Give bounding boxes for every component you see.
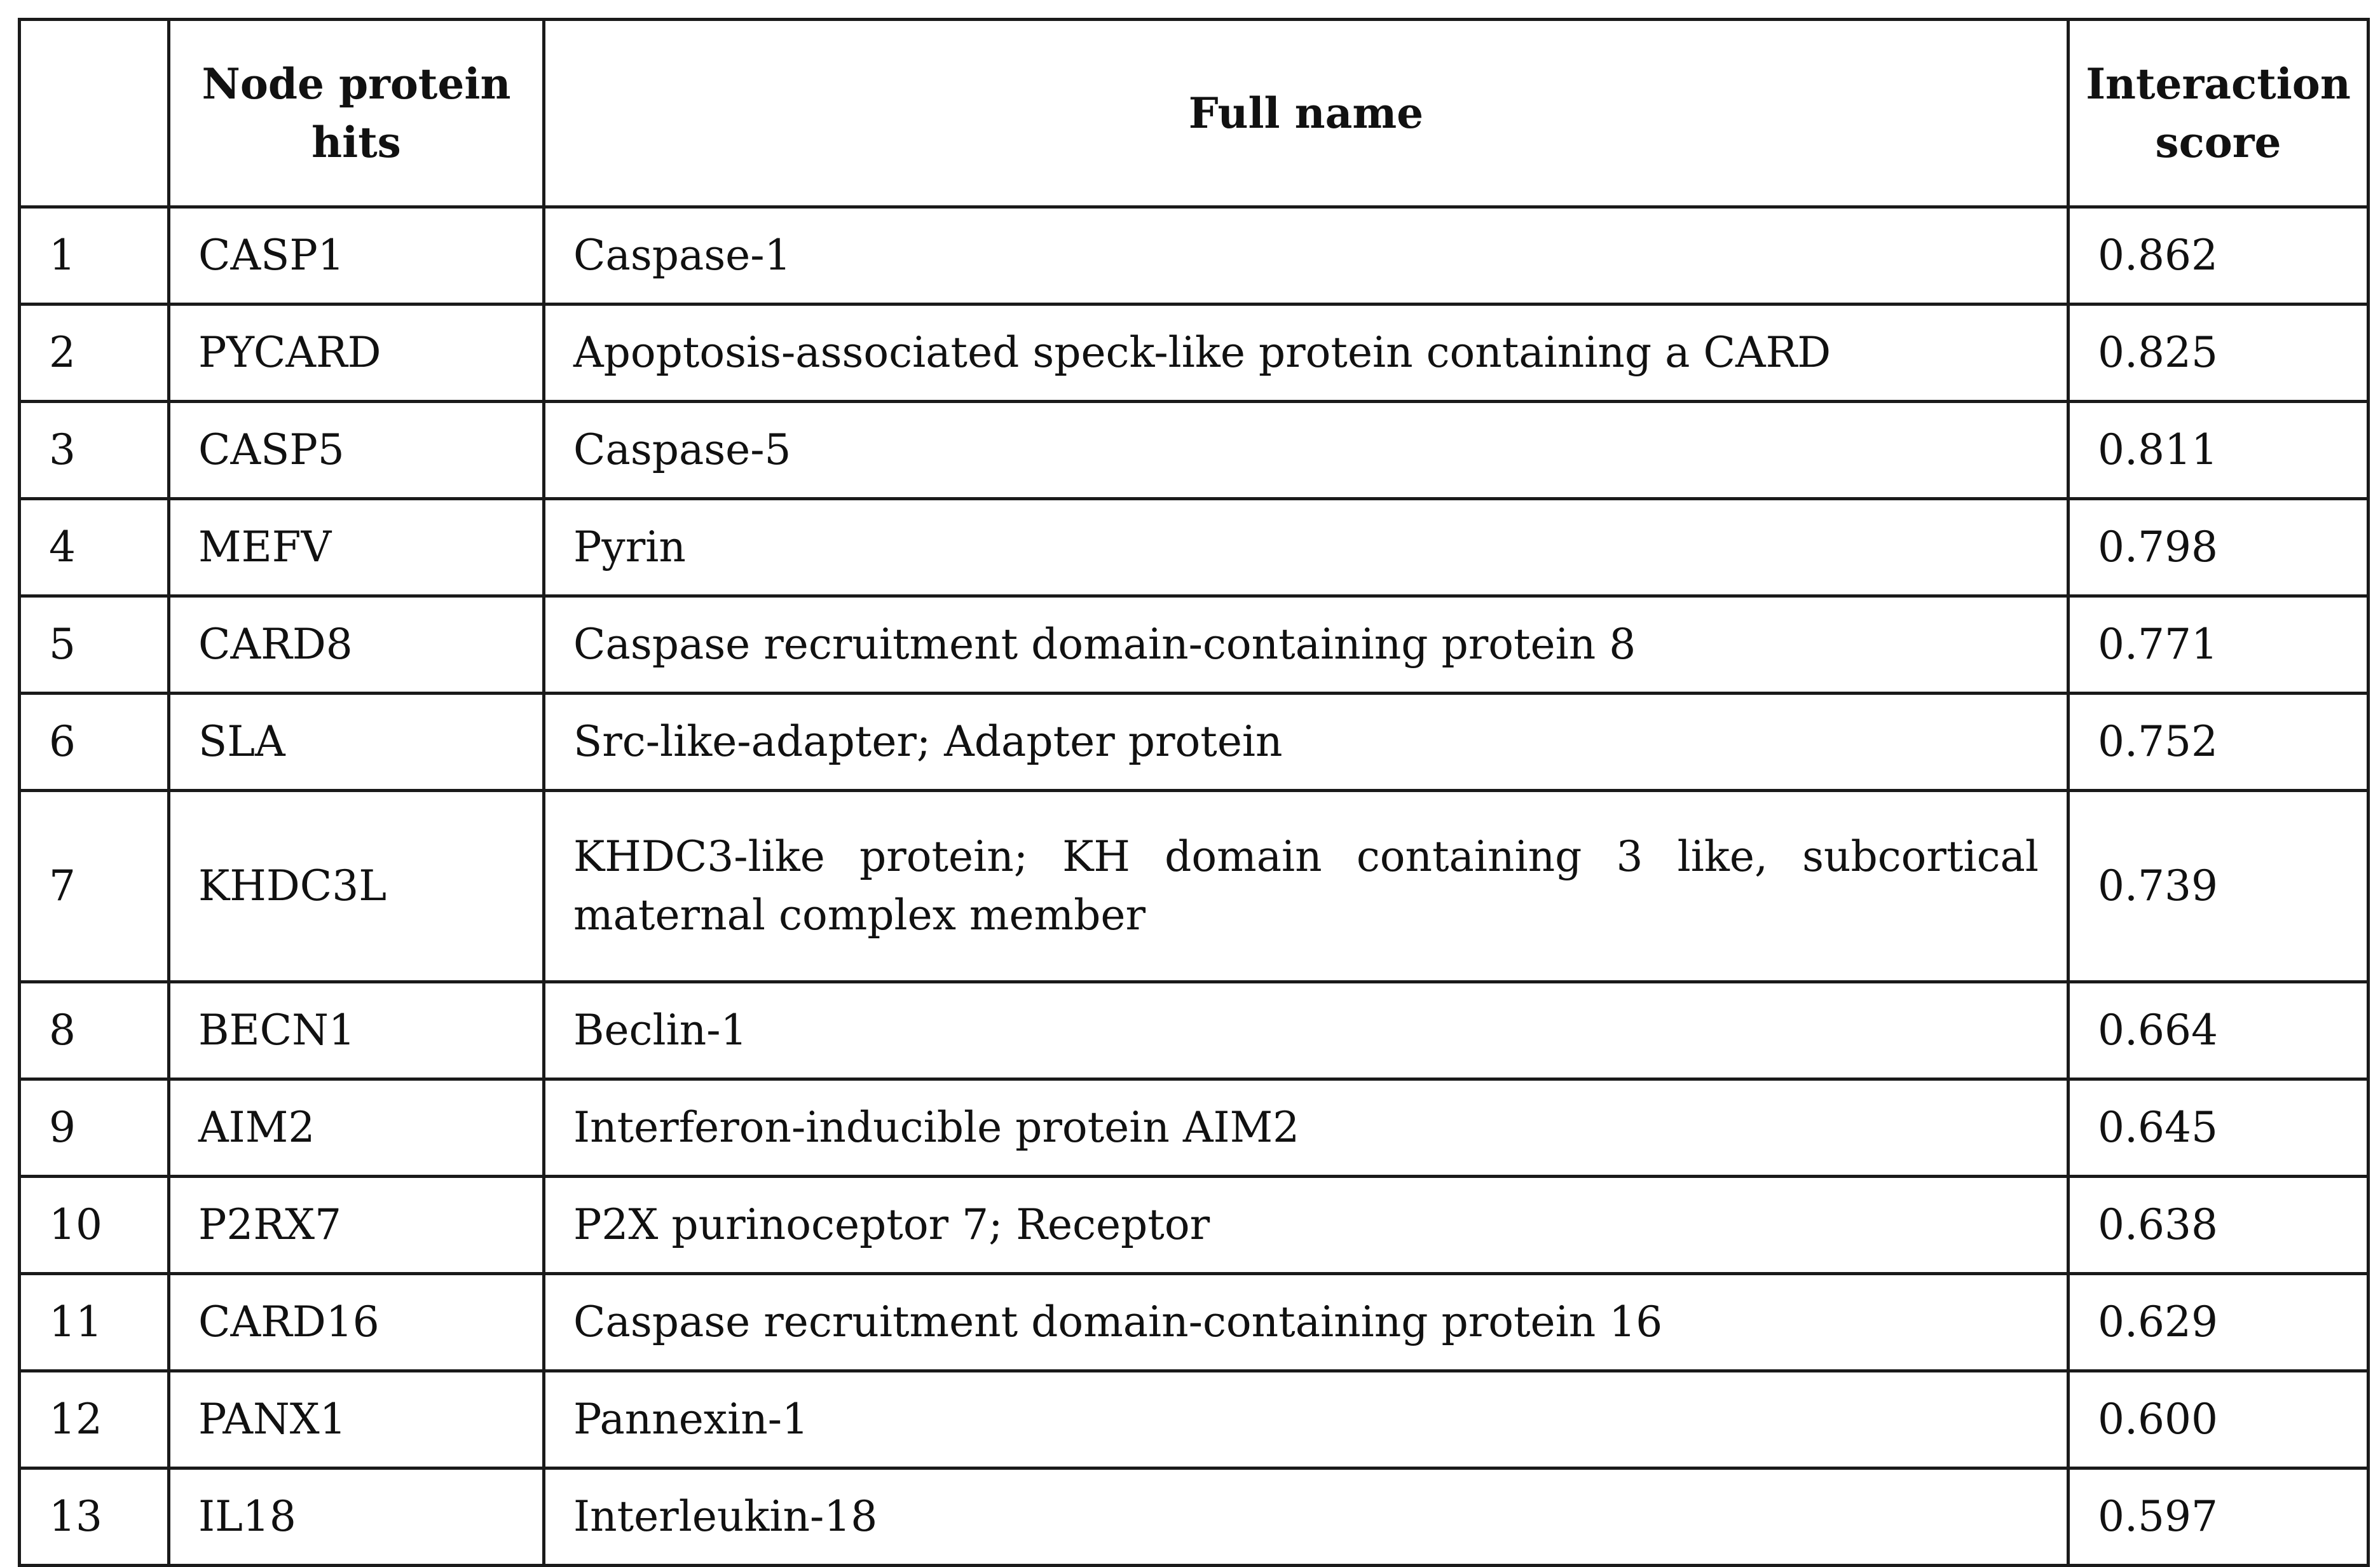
node-protein-hit: CARD8 [169,596,544,694]
table-row [20,499,2369,596]
interaction-score: 0.600 [2069,1371,2369,1468]
table-row [20,982,2369,1079]
full-name: Pyrin [544,499,2069,596]
table-body [20,207,2369,1566]
table-row [20,1177,2369,1274]
table-header [20,20,2369,207]
row-index: 6 [20,694,169,791]
row-index: 5 [20,596,169,694]
table-row [20,694,2369,791]
table-row [20,305,2369,402]
node-protein-hit: CARD16 [169,1274,544,1371]
row-index: 12 [20,1371,169,1468]
header-full-name: Full name [544,20,2069,207]
header-interaction-score: Interaction score [2069,20,2369,207]
interaction-score: 0.645 [2069,1079,2369,1177]
full-name: Caspase recruitment domain-containing protein 16 [544,1274,2069,1371]
node-protein-hit: IL18 [169,1468,544,1566]
interaction-score: 0.862 [2069,207,2369,305]
full-name: Beclin-1 [544,982,2069,1079]
full-name: KHDC3-like protein; KH domain containing 3 like, subcortical maternal complex member [544,791,2069,982]
table-row [20,596,2369,694]
full-name: Pannexin-1 [544,1371,2069,1468]
row-index: 4 [20,499,169,596]
table-row [20,402,2369,499]
node-protein-hit: SLA [169,694,544,791]
node-protein-hit: PYCARD [169,305,544,402]
table-row [20,791,2369,982]
header-row [20,20,2369,207]
node-protein-hit: CASP1 [169,207,544,305]
table-row [20,1371,2369,1468]
interaction-score: 0.752 [2069,694,2369,791]
full-name: Caspase-1 [544,207,2069,305]
full-name: Interferon-inducible protein AIM2 [544,1079,2069,1177]
row-index: 1 [20,207,169,305]
interaction-score: 0.638 [2069,1177,2369,1274]
header-node-protein-hits: Node protein hits [169,20,544,207]
node-protein-hit: BECN1 [169,982,544,1079]
interaction-score: 0.771 [2069,596,2369,694]
node-protein-hit: CASP5 [169,402,544,499]
protein-hits-table [18,18,2370,1567]
interaction-score: 0.798 [2069,499,2369,596]
protein-hits-table-container [18,18,2367,1541]
interaction-score: 0.597 [2069,1468,2369,1566]
interaction-score: 0.629 [2069,1274,2369,1371]
node-protein-hit: KHDC3L [169,791,544,982]
full-name: Caspase-5 [544,402,2069,499]
interaction-score: 0.825 [2069,305,2369,402]
full-name: Caspase recruitment domain-containing protein 8 [544,596,2069,694]
full-name: Apoptosis-associated speck-like protein containing a CARD [544,305,2069,402]
row-index: 8 [20,982,169,1079]
row-index: 3 [20,402,169,499]
node-protein-hit: P2RX7 [169,1177,544,1274]
table-row [20,207,2369,305]
table-row [20,1274,2369,1371]
row-index: 11 [20,1274,169,1371]
table-row [20,1079,2369,1177]
full-name: P2X purinoceptor 7; Receptor [544,1177,2069,1274]
full-name: Interleukin-18 [544,1468,2069,1566]
row-index: 10 [20,1177,169,1274]
interaction-score: 0.664 [2069,982,2369,1079]
row-index: 13 [20,1468,169,1566]
interaction-score: 0.811 [2069,402,2369,499]
header-index [20,20,169,207]
table-row [20,1468,2369,1566]
node-protein-hit: MEFV [169,499,544,596]
row-index: 2 [20,305,169,402]
full-name: Src-like-adapter; Adapter protein [544,694,2069,791]
row-index: 9 [20,1079,169,1177]
row-index: 7 [20,791,169,982]
node-protein-hit: PANX1 [169,1371,544,1468]
node-protein-hit: AIM2 [169,1079,544,1177]
interaction-score: 0.739 [2069,791,2369,982]
